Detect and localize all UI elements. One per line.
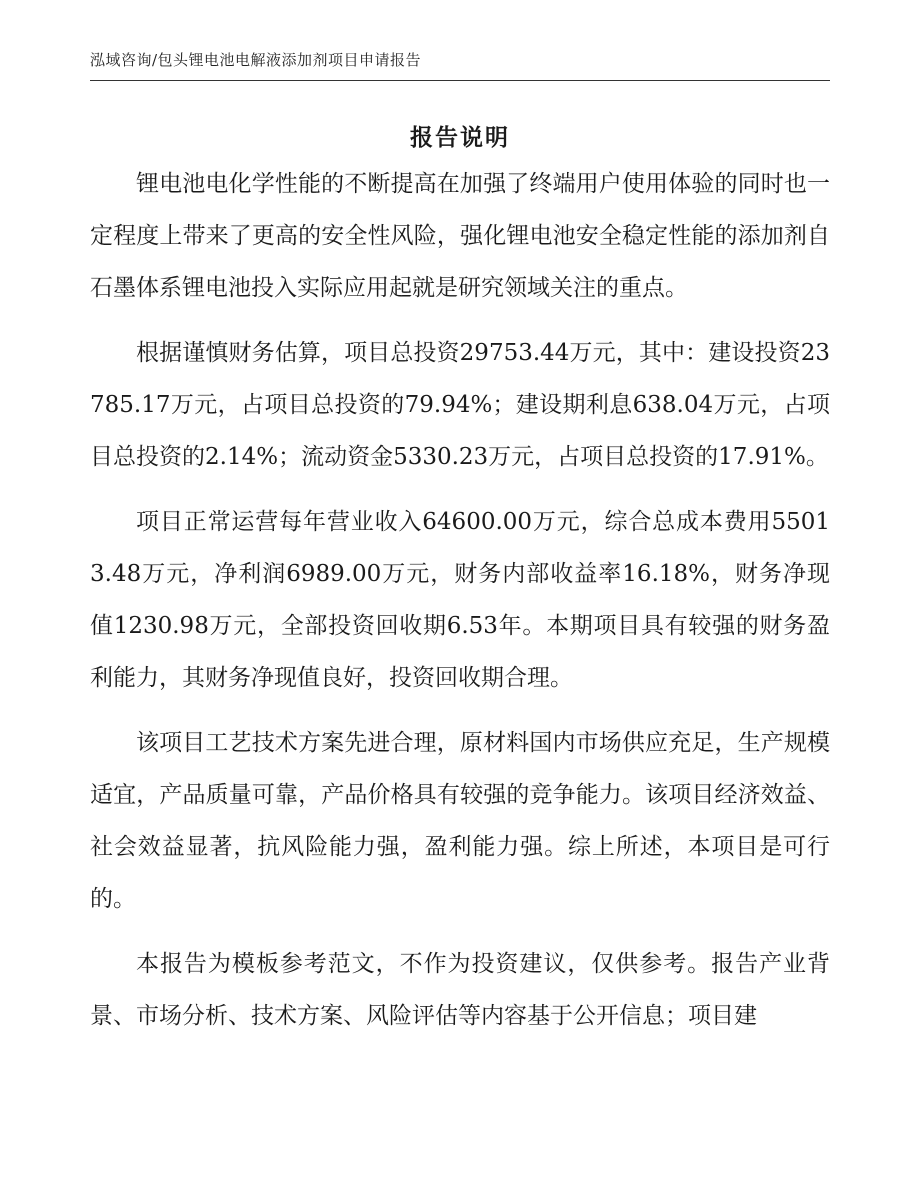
paragraph-background: 锂电池电化学性能的不断提高在加强了终端用户使用体验的同时也一定程度上带来了更高的安全性风险，强化锂电池安全稳定性能的添加剂自石墨体系锂电池投入实际应用起就是研究领域关注的重点。: [90, 171, 830, 301]
paragraph-investment: 根据谨慎财务估算，项目总投资29753.44万元，其中：建设投资23785.17万元，占项目总投资的79.94%；建设期利息638.04万元，占项目总投资的2.14%；流动资金5330.23万元，占项目总投资的17.91%。: [90, 340, 830, 470]
running-header: 泓域咨询/包头锂电池电解液添加剂项目申请报告: [90, 51, 422, 69]
document-body: [90, 158, 830, 1042]
paragraph-feasibility: 该项目工艺技术方案先进合理，原材料国内市场供应充足，生产规模适宜，产品质量可靠，产品价格具有较强的竞争能力。该项目经济效益、社会效益显著，抗风险能力强，盈利能力强。综上所述，本项目是可行的。: [90, 730, 830, 912]
paragraph-financials: 项目正常运营每年营业收入64600.00万元，综合总成本费用55013.48万元，净利润6989.00万元，财务内部收益率16.18%，财务净现值1230.98万元，全部投资回收期6.53年。本期项目具有较强的财务盈利能力，其财务净现值良好，投资回收期合理。: [90, 509, 830, 691]
section-title: 报告说明: [410, 124, 510, 151]
paragraph-disclaimer: 本报告为模板参考范文，不作为投资建议，仅供参考。报告产业背景、市场分析、技术方案、风险评估等内容基于公开信息；项目建: [90, 951, 830, 1029]
header-divider: [90, 80, 830, 81]
